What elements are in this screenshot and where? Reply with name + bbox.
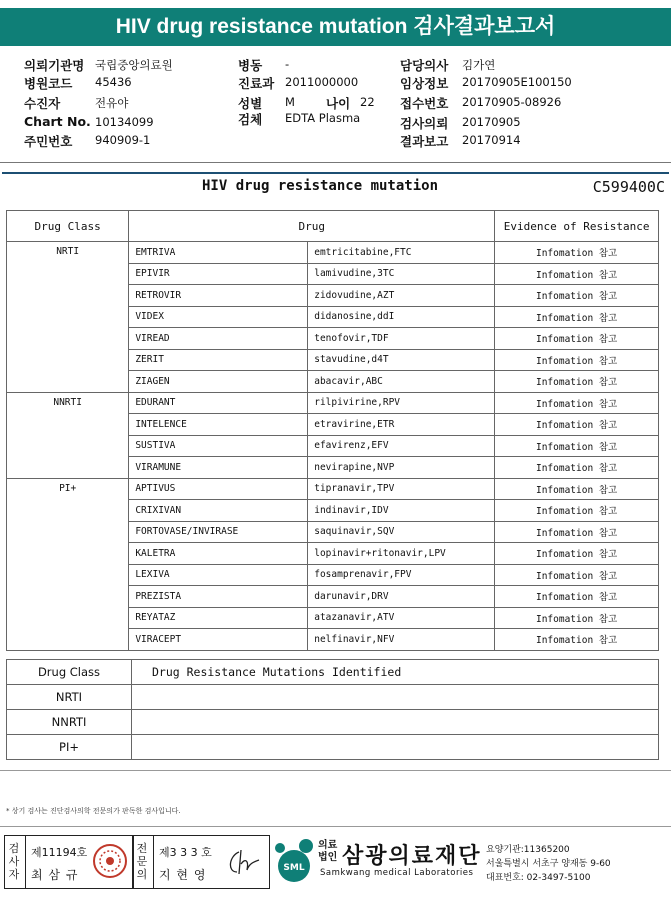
patient-label: 병원코드 bbox=[24, 76, 73, 91]
drug-class-cell: NNRTI bbox=[7, 392, 129, 478]
patient-info bbox=[0, 52, 671, 152]
drug-generic-cell: efavirenz,EFV bbox=[308, 435, 495, 457]
drug-generic-cell: tipranavir,TPV bbox=[308, 478, 495, 500]
vertical-label-char: 검 bbox=[8, 842, 20, 855]
patient-label: 결과보고 bbox=[400, 134, 449, 149]
logo-text: SML bbox=[283, 863, 305, 873]
patient-value: 20170914 bbox=[462, 133, 521, 147]
report-title-bar bbox=[2, 172, 669, 204]
patient-label: 성별 bbox=[238, 96, 263, 111]
patient-value: 45436 bbox=[95, 75, 132, 89]
evidence-cell: Infomation 참고 bbox=[495, 607, 659, 629]
drug-brand-cell: LEXIVA bbox=[129, 564, 308, 586]
drug-brand-cell: EDURANT bbox=[129, 392, 308, 414]
drug-brand-cell: ZERIT bbox=[129, 349, 308, 371]
drug-brand-cell: FORTOVASE/INVIRASE bbox=[129, 521, 308, 543]
drug-generic-cell: stavudine,d4T bbox=[308, 349, 495, 371]
drug-generic-cell: etravirine,ETR bbox=[308, 414, 495, 436]
evidence-cell: Infomation 참고 bbox=[495, 414, 659, 436]
drug-class-cell: NRTI bbox=[7, 242, 129, 393]
evidence-cell: Infomation 참고 bbox=[495, 242, 659, 264]
specialist-name: 지 현 영 bbox=[159, 868, 207, 882]
org-prefix: 의료 법인 bbox=[318, 840, 338, 863]
mutation-class-cell: NNRTI bbox=[7, 710, 132, 735]
sml-logo-icon bbox=[272, 836, 316, 886]
mutation-value-cell bbox=[132, 710, 659, 735]
header-drug-class: Drug Class bbox=[7, 211, 129, 242]
drug-generic-cell: zidovudine,AZT bbox=[308, 285, 495, 307]
table-row bbox=[7, 392, 659, 414]
age-value: 22 bbox=[360, 95, 375, 109]
drug-generic-cell: darunavir,DRV bbox=[308, 586, 495, 608]
patient-label: 검체 bbox=[238, 112, 263, 127]
drug-generic-cell: didanosine,ddI bbox=[308, 306, 495, 328]
divider bbox=[0, 162, 671, 163]
patient-label: 담당의사 bbox=[400, 58, 449, 73]
patient-value: 940909-1 bbox=[95, 133, 151, 147]
drug-generic-cell: emtricitabine,FTC bbox=[308, 242, 495, 264]
patient-value: - bbox=[285, 57, 290, 71]
drug-brand-cell: EPIVIR bbox=[129, 263, 308, 285]
patient-label: 접수번호 bbox=[400, 96, 449, 111]
header-evidence: Evidence of Resistance bbox=[495, 211, 659, 242]
drug-generic-cell: nelfinavir,NFV bbox=[308, 629, 495, 651]
drug-brand-cell: PREZISTA bbox=[129, 586, 308, 608]
patient-label: 의뢰기관명 bbox=[24, 58, 85, 73]
evidence-cell: Infomation 참고 bbox=[495, 586, 659, 608]
drug-table-header bbox=[7, 211, 659, 242]
org-name-en: Samkwang medical Laboratories bbox=[320, 868, 474, 878]
drug-generic-cell: rilpivirine,RPV bbox=[308, 392, 495, 414]
evidence-cell: Infomation 참고 bbox=[495, 629, 659, 651]
patient-label: 병동 bbox=[238, 58, 263, 73]
mutation-class-cell: NRTI bbox=[7, 685, 132, 710]
examiner-label bbox=[7, 842, 21, 881]
drug-generic-cell: atazanavir,ATV bbox=[308, 607, 495, 629]
drug-brand-cell: VIDEX bbox=[129, 306, 308, 328]
drug-brand-cell: INTELENCE bbox=[129, 414, 308, 436]
org-name: 삼광의료재단 bbox=[342, 844, 482, 869]
drug-brand-cell: KALETRA bbox=[129, 543, 308, 565]
report-title: HIV drug resistance mutation bbox=[202, 178, 439, 194]
drug-brand-cell: EMTRIVA bbox=[129, 242, 308, 264]
patient-value: M bbox=[285, 95, 295, 109]
evidence-cell: Infomation 참고 bbox=[495, 543, 659, 565]
table-row bbox=[7, 735, 659, 760]
vertical-label-char: 자 bbox=[8, 868, 20, 881]
specialist-license: 제3 3 3 호 bbox=[159, 846, 212, 859]
evidence-cell: Infomation 참고 bbox=[495, 521, 659, 543]
drug-brand-cell: VIRAMUNE bbox=[129, 457, 308, 479]
drug-table bbox=[6, 210, 659, 651]
org-address: 서울특별시 서초구 양재동 9-60 bbox=[486, 859, 611, 869]
drug-generic-cell: tenofovir,TDF bbox=[308, 328, 495, 350]
table-row bbox=[7, 710, 659, 735]
drug-brand-cell: REYATAZ bbox=[129, 607, 308, 629]
patient-label: 임상정보 bbox=[400, 76, 449, 91]
report-banner-title: HIV drug resistance mutation 검사결과보고서 bbox=[0, 8, 671, 46]
evidence-cell: Infomation 참고 bbox=[495, 306, 659, 328]
drug-class-cell: PI+ bbox=[7, 478, 129, 650]
org-phone: 대표번호: 02-3497-5100 bbox=[486, 873, 591, 883]
header-mutations: Drug Resistance Mutations Identified bbox=[132, 660, 659, 685]
table-row bbox=[7, 478, 659, 500]
evidence-cell: Infomation 참고 bbox=[495, 371, 659, 393]
drug-generic-cell: indinavir,IDV bbox=[308, 500, 495, 522]
org-code: 요양기관:11365200 bbox=[486, 845, 570, 855]
drug-brand-cell: SUSTIVA bbox=[129, 435, 308, 457]
mutation-value-cell bbox=[132, 735, 659, 760]
drug-brand-cell: ZIAGEN bbox=[129, 371, 308, 393]
patient-label: 수진자 bbox=[24, 96, 61, 111]
divider bbox=[0, 770, 671, 771]
drug-generic-cell: lamivudine,3TC bbox=[308, 263, 495, 285]
evidence-cell: Infomation 참고 bbox=[495, 392, 659, 414]
patient-label: 진료과 bbox=[238, 76, 275, 91]
patient-value: 국립중앙의료원 bbox=[95, 58, 173, 72]
drug-generic-cell: abacavir,ABC bbox=[308, 371, 495, 393]
mutation-class-cell: PI+ bbox=[7, 735, 132, 760]
age-label: 나이 bbox=[326, 96, 351, 111]
vertical-label-char: 의 bbox=[136, 868, 148, 881]
examiner-name: 최 삼 규 bbox=[31, 868, 79, 882]
evidence-cell: Infomation 참고 bbox=[495, 478, 659, 500]
patient-value: 2011000000 bbox=[285, 75, 359, 89]
table-row bbox=[7, 685, 659, 710]
evidence-cell: Infomation 참고 bbox=[495, 435, 659, 457]
header-mut-class: Drug Class bbox=[7, 660, 132, 685]
drug-generic-cell: lopinavir+ritonavir,LPV bbox=[308, 543, 495, 565]
table-row bbox=[7, 242, 659, 264]
patient-value: 10134099 bbox=[95, 115, 154, 129]
examiner-box bbox=[4, 835, 134, 889]
patient-label: 주민번호 bbox=[24, 134, 73, 149]
evidence-cell: Infomation 참고 bbox=[495, 457, 659, 479]
mutation-value-cell bbox=[132, 685, 659, 710]
footnote: * 상기 검사는 진단검사의학 전문의가 판독한 검사입니다. bbox=[6, 807, 181, 815]
drug-brand-cell: RETROVIR bbox=[129, 285, 308, 307]
evidence-cell: Infomation 참고 bbox=[495, 263, 659, 285]
drug-generic-cell: fosamprenavir,FPV bbox=[308, 564, 495, 586]
patient-label: Chart No. bbox=[24, 114, 91, 129]
specialist-label bbox=[135, 842, 149, 881]
specialist-box bbox=[132, 835, 270, 889]
patient-value: 김가연 bbox=[462, 58, 496, 72]
patient-value: EDTA Plasma bbox=[285, 111, 361, 125]
patient-value: 20170905-08926 bbox=[462, 95, 562, 109]
vertical-label-char: 사 bbox=[8, 855, 20, 868]
patient-value: 20170905E100150 bbox=[462, 75, 572, 89]
header-drug: Drug bbox=[129, 211, 495, 242]
divider bbox=[0, 826, 671, 827]
drug-generic-cell: saquinavir,SQV bbox=[308, 521, 495, 543]
evidence-cell: Infomation 참고 bbox=[495, 564, 659, 586]
evidence-cell: Infomation 참고 bbox=[495, 500, 659, 522]
drug-generic-cell: nevirapine,NVP bbox=[308, 457, 495, 479]
patient-value: 전유야 bbox=[95, 96, 129, 110]
evidence-cell: Infomation 참고 bbox=[495, 285, 659, 307]
report-code: C599400C bbox=[592, 178, 665, 196]
evidence-cell: Infomation 참고 bbox=[495, 349, 659, 371]
drug-brand-cell: CRIXIVAN bbox=[129, 500, 308, 522]
patient-value: 20170905 bbox=[462, 115, 521, 129]
patient-label: 검사의뢰 bbox=[400, 116, 449, 131]
drug-brand-cell: APTIVUS bbox=[129, 478, 308, 500]
drug-brand-cell: VIREAD bbox=[129, 328, 308, 350]
vertical-label-char: 전 bbox=[136, 842, 148, 855]
evidence-cell: Infomation 참고 bbox=[495, 328, 659, 350]
vertical-label-char: 문 bbox=[136, 855, 148, 868]
mutation-table bbox=[6, 659, 659, 760]
drug-brand-cell: VIRACEPT bbox=[129, 629, 308, 651]
mutation-table-header bbox=[7, 660, 659, 685]
seal-stamp bbox=[93, 844, 127, 878]
signature-image bbox=[225, 846, 263, 880]
examiner-license: 제11194호 bbox=[31, 846, 88, 859]
